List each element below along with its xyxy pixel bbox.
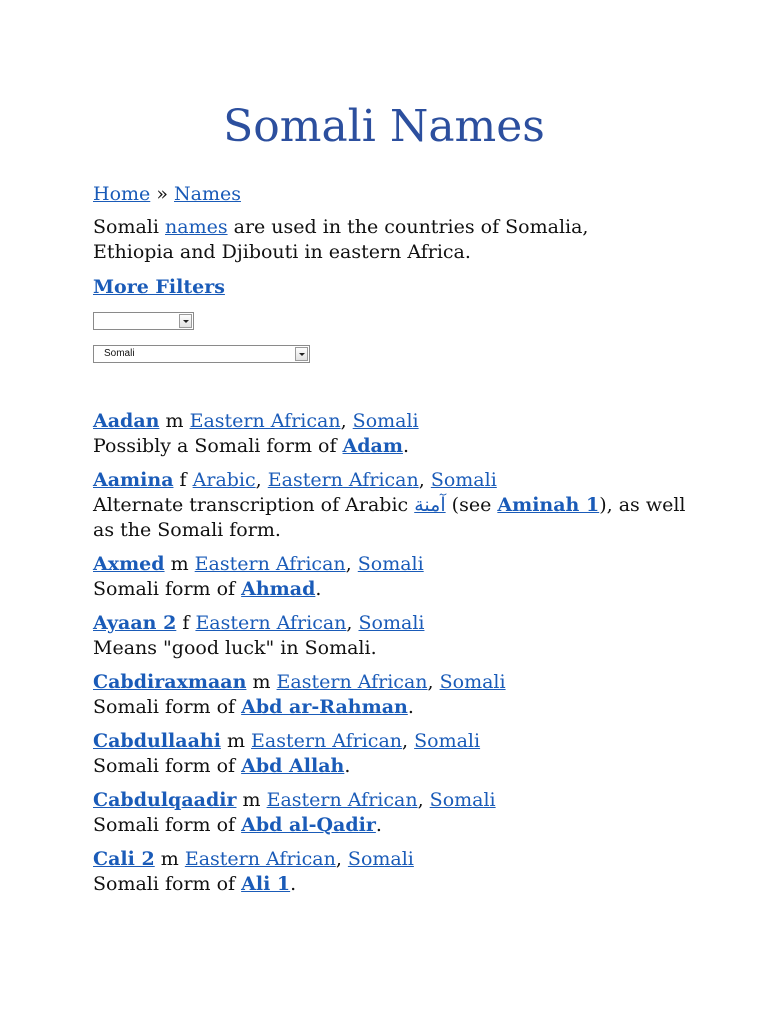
chevron-down-icon[interactable] (295, 347, 308, 361)
usage-link[interactable]: Somali (357, 553, 424, 575)
name-entry-cabdulqaadir: Cabdulqaadir m Eastern African, Somali Somali form of Abd al-Qadir. (93, 789, 496, 836)
breadcrumb (93, 181, 241, 207)
arabic-script-link[interactable]: آمنة (414, 494, 446, 516)
name-entry-aamina: Aamina f Arabic, Eastern African, Somali Alternate transcription of Arabic آمنة (see Aminah 1), as well as the Somali form. (93, 469, 686, 541)
gender: f (179, 469, 187, 491)
filter-select-usage[interactable] (93, 345, 310, 363)
breadcrumb-separator: » (150, 183, 174, 205)
filter-select-1[interactable] (93, 312, 194, 330)
gender: m (226, 730, 245, 752)
gender: m (160, 848, 179, 870)
intro-text-after: are used in the countries of Somalia, Ethiopia and Djibouti in eastern Africa. (93, 216, 589, 263)
description-text: Somali form of (93, 814, 242, 836)
description-end: . (375, 814, 382, 836)
name-entry-cali-2: Cali 2 m Eastern African, Somali Somali form of Ali 1. (93, 848, 414, 895)
name-entry-ayaan-2: Ayaan 2 f Eastern African, Somali Means "good luck" in Somali. (93, 612, 425, 659)
gender: m (242, 789, 261, 811)
description-end: . (344, 755, 351, 777)
usage-link[interactable]: Eastern African (189, 410, 341, 432)
description-text: Means "good luck" in Somali. (93, 637, 377, 659)
name-entry-cabdiraxmaan: Cabdiraxmaan m Eastern African, Somali Somali form of Abd ar-Rahman. (93, 671, 506, 718)
name-link[interactable]: Cali 2 (93, 848, 155, 870)
related-name-link[interactable]: Aminah 1 (497, 494, 600, 516)
usage-link[interactable]: Somali (347, 848, 414, 870)
usage-link[interactable]: Eastern African (266, 789, 418, 811)
name-link[interactable]: Cabdiraxmaan (93, 671, 247, 693)
filter-select-usage-value: Somali (104, 348, 135, 359)
description-end: ), as well as the Somali form. (93, 494, 686, 541)
name-entry-aadan: Aadan m Eastern African, Somali Possibly a Somali form of Adam. (93, 410, 419, 457)
related-name-link[interactable]: Adam (342, 435, 403, 457)
name-link[interactable]: Ayaan 2 (93, 612, 177, 634)
page-title: Somali Names (223, 101, 545, 152)
breadcrumb-names-link[interactable]: Names (174, 183, 241, 205)
name-entry-axmed: Axmed m Eastern African, Somali Somali form of Ahmad. (93, 553, 424, 600)
breadcrumb-home-link[interactable]: Home (93, 183, 151, 205)
name-link[interactable]: Axmed (93, 553, 165, 575)
name-link[interactable]: Cabdullaahi (93, 730, 221, 752)
usage-link[interactable]: Eastern African (184, 848, 336, 870)
name-link[interactable]: Cabdulqaadir (93, 789, 237, 811)
related-name-link[interactable]: Ali 1 (241, 873, 291, 895)
description-text: Somali form of (93, 755, 242, 777)
related-name-link[interactable]: Ahmad (241, 578, 316, 600)
intro-names-link[interactable]: names (165, 216, 228, 238)
description-text: Possibly a Somali form of (93, 435, 343, 457)
usage-link[interactable]: Eastern African (194, 553, 346, 575)
description-end: . (402, 435, 410, 457)
chevron-down-icon[interactable] (179, 314, 192, 328)
description-text: Somali form of (93, 696, 242, 718)
name-entry-cabdullaahi: Cabdullaahi m Eastern African, Somali Somali form of Abd Allah. (93, 730, 481, 777)
related-name-link[interactable]: Abd al-Qadir (241, 814, 376, 836)
usage-link[interactable]: Somali (429, 789, 496, 811)
intro-text-before: Somali (93, 216, 165, 238)
related-name-link[interactable]: Abd Allah (241, 755, 345, 777)
description-text: Alternate transcription of Arabic (93, 494, 415, 516)
gender: m (252, 671, 271, 693)
description-end: . (315, 578, 322, 600)
usage-link[interactable]: Somali (352, 410, 419, 432)
usage-link[interactable]: Arabic (192, 469, 256, 491)
usage-link[interactable]: Eastern African (276, 671, 428, 693)
name-list (93, 409, 693, 906)
gender: m (170, 553, 189, 575)
more-filters-link[interactable]: More Filters (93, 276, 225, 298)
gender: m (165, 410, 184, 432)
intro-text (93, 215, 673, 265)
description-mid: (see (445, 494, 498, 516)
name-link[interactable]: Aadan (93, 410, 160, 432)
usage-link[interactable]: Somali (358, 612, 425, 634)
usage-link[interactable]: Eastern African (251, 730, 403, 752)
related-name-link[interactable]: Abd ar-Rahman (241, 696, 408, 718)
usage-link[interactable]: Somali (439, 671, 506, 693)
description-end: . (407, 696, 414, 718)
name-link[interactable]: Aamina (93, 469, 174, 491)
usage-link[interactable]: Somali (430, 469, 497, 491)
usage-link[interactable]: Somali (414, 730, 481, 752)
description-text: Somali form of (93, 873, 242, 895)
description-text: Somali form of (93, 578, 242, 600)
usage-link[interactable]: Eastern African (195, 612, 347, 634)
gender: f (182, 612, 190, 634)
usage-link[interactable]: Eastern African (267, 469, 419, 491)
description-end: . (290, 873, 297, 895)
